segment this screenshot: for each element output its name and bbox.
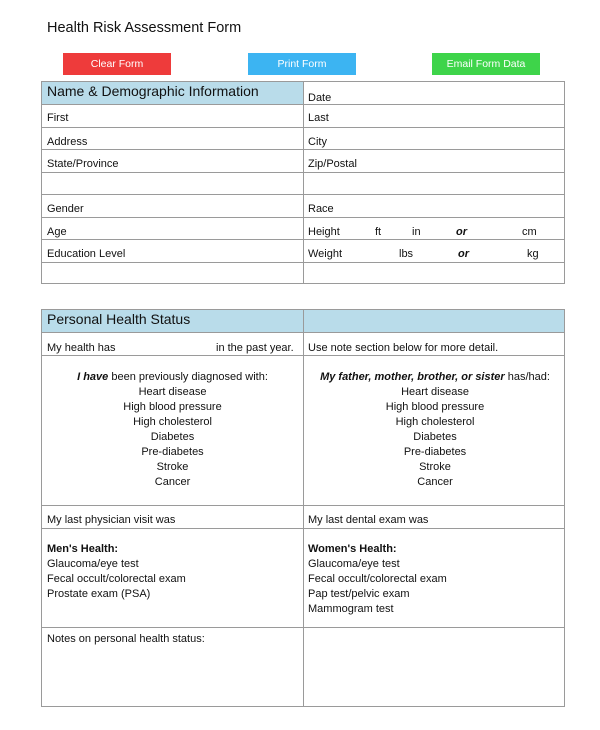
family-diagnosis-heading: My father, mother, brother, or sister has/had:	[320, 371, 550, 383]
column-divider	[303, 310, 304, 706]
section-heading: Personal Health Status	[47, 311, 191, 327]
physician-visit-field[interactable]: My last physician visit was	[47, 514, 176, 526]
family-condition-high-blood-pressure[interactable]: High blood pressure	[385, 401, 485, 413]
health-status-section	[41, 309, 565, 707]
age-field[interactable]: Age	[47, 226, 67, 238]
clear-form-button[interactable]: Clear Form	[63, 53, 171, 75]
city-field[interactable]: City	[308, 136, 327, 148]
mens-colorectal-exam[interactable]: Fecal occult/colorectal exam	[47, 573, 186, 585]
self-condition-cancer[interactable]: Cancer	[154, 476, 191, 488]
notes-field[interactable]: Notes on personal health status:	[47, 633, 205, 645]
self-condition-heart-disease[interactable]: Heart disease	[138, 386, 207, 398]
family-condition-heart-disease[interactable]: Heart disease	[401, 386, 469, 398]
mens-glaucoma-test[interactable]: Glaucoma/eye test	[47, 558, 139, 570]
column-divider	[303, 82, 304, 283]
zip-field[interactable]: Zip/Postal	[308, 158, 357, 170]
my-health-field[interactable]: My health has	[47, 342, 116, 354]
form-title: Health Risk Assessment Form	[47, 20, 242, 36]
weight-label: Weight	[308, 248, 343, 260]
family-condition-pre-diabetes[interactable]: Pre-diabetes	[403, 446, 467, 458]
family-condition-diabetes[interactable]: Diabetes	[413, 431, 457, 443]
first-name-field[interactable]: First	[47, 112, 69, 124]
inches-unit: in	[412, 226, 421, 238]
note-instruction: Use note section below for more detail.	[308, 342, 499, 354]
section-header-right	[304, 310, 564, 332]
section-header-left	[42, 82, 303, 104]
dental-exam-field[interactable]: My last dental exam was	[308, 514, 429, 526]
family-condition-stroke[interactable]: Stroke	[419, 461, 451, 473]
womens-colorectal-exam[interactable]: Fecal occult/colorectal exam	[308, 573, 447, 585]
weight-or-label: or	[458, 248, 469, 260]
family-condition-high-cholesterol[interactable]: High cholesterol	[395, 416, 475, 428]
womens-pap-test[interactable]: Pap test/pelvic exam	[308, 588, 410, 600]
self-condition-high-cholesterol[interactable]: High cholesterol	[133, 416, 212, 428]
section-heading: Name & Demographic Information	[47, 83, 259, 99]
education-level-field[interactable]: Education Level	[47, 248, 126, 260]
self-condition-diabetes[interactable]: Diabetes	[150, 431, 195, 443]
mens-health-heading: Men's Health:	[47, 543, 119, 555]
email-form-data-button[interactable]: Email Form Data	[432, 53, 540, 75]
print-form-button[interactable]: Print Form	[248, 53, 356, 75]
mens-prostate-exam[interactable]: Prostate exam (PSA)	[47, 588, 151, 600]
section-header-left	[42, 310, 303, 332]
date-field[interactable]: Date	[308, 92, 332, 104]
family-condition-cancer[interactable]: Cancer	[417, 476, 453, 488]
feet-unit: ft	[375, 226, 382, 238]
address-field[interactable]: Address	[47, 136, 88, 148]
height-label: Height	[308, 226, 340, 238]
last-name-field[interactable]: Last	[308, 112, 329, 124]
cm-unit: cm	[522, 226, 537, 238]
race-field[interactable]: Race	[308, 203, 334, 215]
womens-glaucoma-test[interactable]: Glaucoma/eye test	[308, 558, 400, 570]
demographic-section	[41, 81, 565, 284]
past-year-label: in the past year.	[216, 342, 294, 354]
gender-field[interactable]: Gender	[47, 203, 84, 215]
height-or-label: or	[456, 226, 467, 238]
self-condition-pre-diabetes[interactable]: Pre-diabetes	[141, 446, 204, 458]
womens-health-heading: Women's Health:	[308, 543, 397, 555]
womens-mammogram-test[interactable]: Mammogram test	[308, 603, 394, 615]
self-diagnosis-heading: I have been previously diagnosed with:	[77, 371, 268, 383]
kg-unit: kg	[527, 248, 539, 260]
lbs-unit: lbs	[399, 248, 414, 260]
self-condition-high-blood-pressure[interactable]: High blood pressure	[123, 401, 222, 413]
state-field[interactable]: State/Province	[47, 158, 119, 170]
self-condition-stroke[interactable]: Stroke	[156, 461, 189, 473]
